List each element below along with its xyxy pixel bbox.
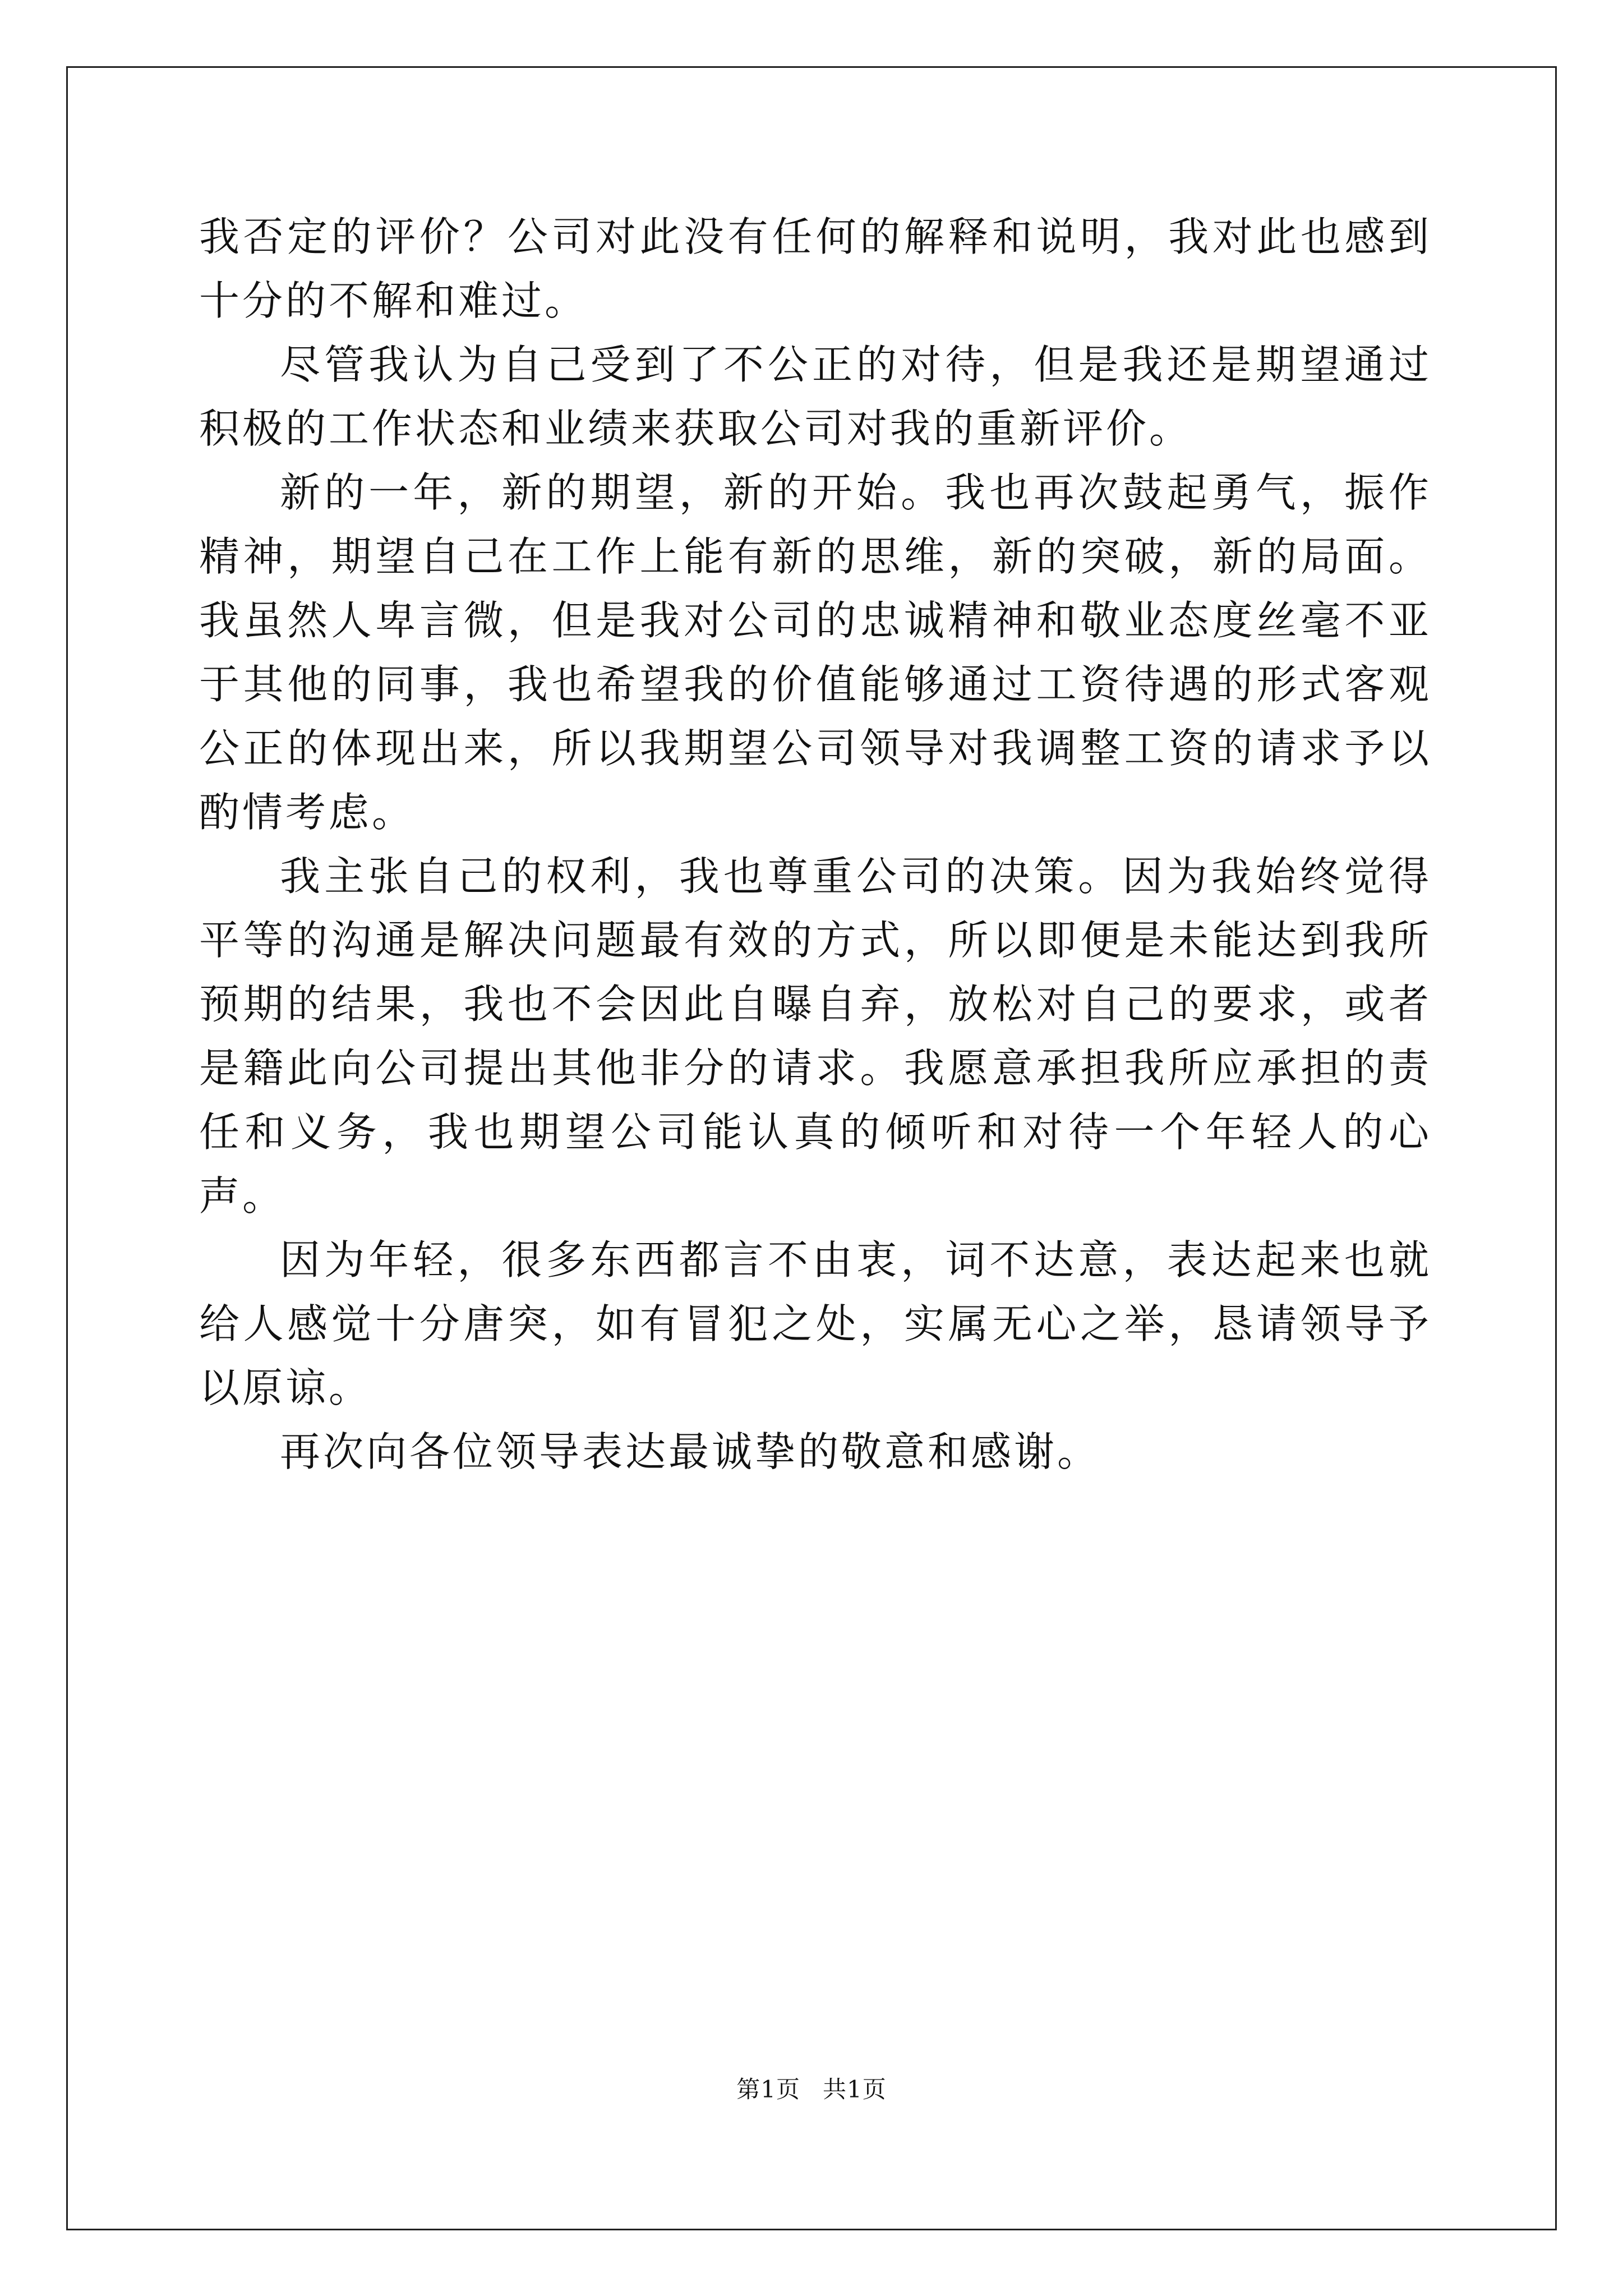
document-body <box>199 205 1432 1484</box>
paragraph-4: 我主张自己的权利，我也尊重公司的决策。因为我始终觉得平等的沟通是解决问题最有效的方式，所以即便是未能达到我所预期的结果，我也不会因此自曝自弃，放松对自己的要求，或者是籍此向公司提出其他非分的请求。我愿意承担我所应承担的责任和义务，我也期望公司能认真的倾听和对待一个年轻人的心声。 <box>199 853 1432 1220</box>
paragraph-3: 新的一年，新的期望，新的开始。我也再次鼓起勇气，振作精神，期望自己在工作上能有新的思维，新的突破，新的局面。我虽然人卑言微，但是我对公司的忠诚精神和敬业态度丝毫不亚于其他的同事，我也希望我的价值能够通过工资待遇的形式客观公正的体现出来，所以我期望公司领导对我调整工资的请求予以酌情考虑。 <box>199 469 1432 836</box>
paragraph-6: 再次向各位领导表达最诚挚的敬意和感谢。 <box>280 1428 1101 1475</box>
paragraph-2: 尽管我认为自己受到了不公正的对待，但是我还是期望通过积极的工作状态和业绩来获取公司对我的重新评价。 <box>199 341 1432 452</box>
total-pages: 共1页 <box>823 2076 887 2103</box>
page-footer <box>0 2076 1623 2104</box>
paragraph-5: 因为年轻，很多东西都言不由衷，词不达意，表达起来也就给人感觉十分唐突，如有冒犯之处，实属无心之举，恳请领导予以原谅。 <box>199 1236 1432 1411</box>
page-number: 第1页 <box>736 2076 800 2103</box>
paragraph-1: 我否定的评价？公司对此没有任何的解释和说明，我对此也感到十分的不解和难过。 <box>199 213 1432 324</box>
